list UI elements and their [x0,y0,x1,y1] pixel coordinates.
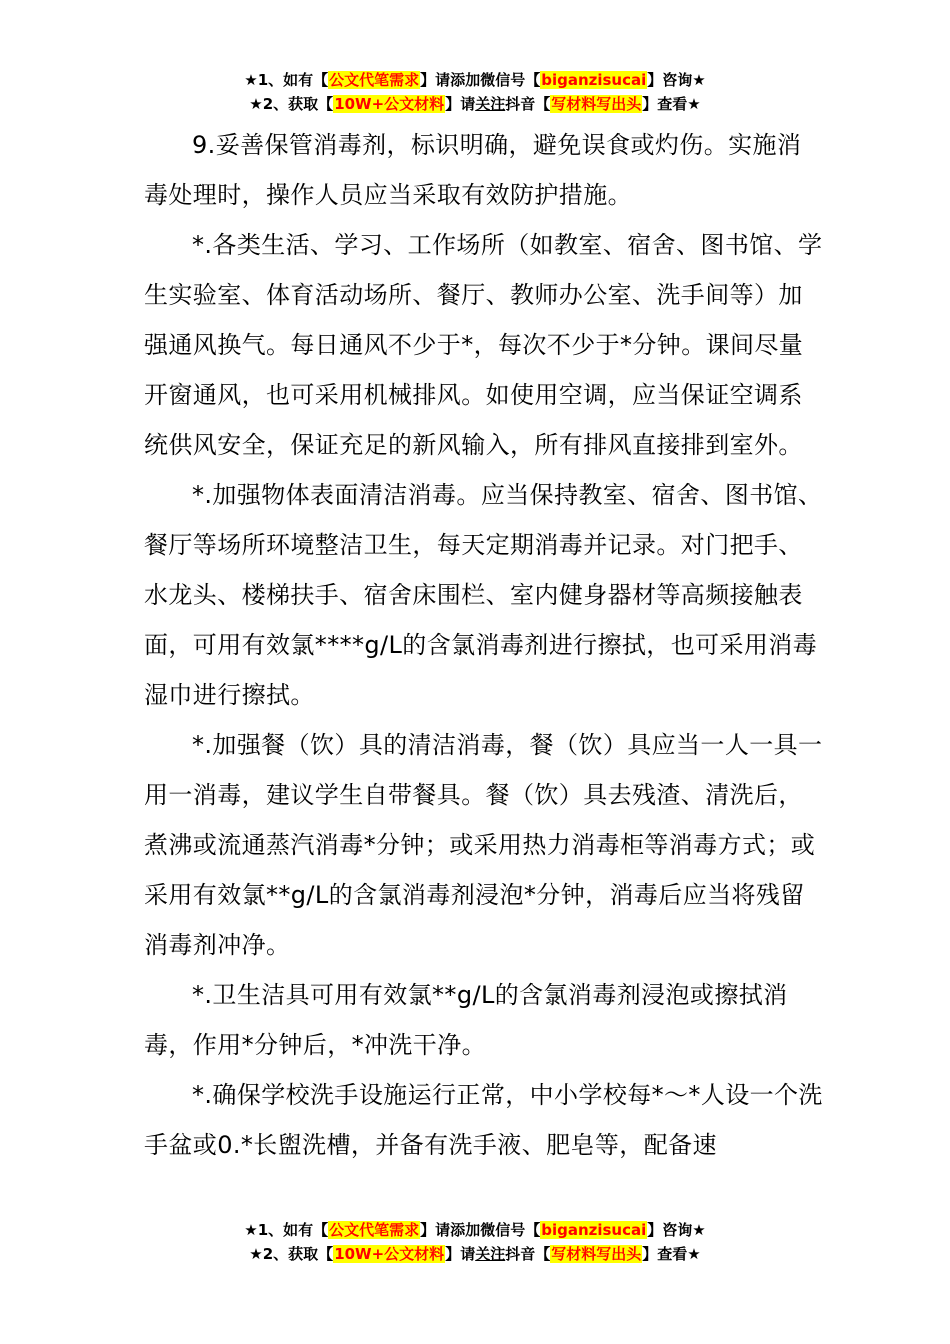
header-line-1-mid: 】请添 [420,71,466,89]
header-line-2-suffix: 】查看★ [642,95,701,113]
header-line-1-add: 加 [465,71,481,89]
header-highlight-service: 公文代笔需求 [329,71,420,89]
footer-banner [0,1218,950,1266]
header-line-1-suffix: 】咨询★ [647,71,706,89]
paragraph-tableware-disinfection: *.加强餐（饮）具的清洁消毒，餐（饮）具应当一人一具一用一消毒，建议学生自带餐具。餐（饮）具去残渣、清洗后，煮沸或流通蒸汽消毒*分钟；或采用热力消毒柜等消毒方式；或采用有效氯**g/L的含氯消毒剂浸泡*分钟，消毒后应当将残留消毒剂冲净。 [144,731,823,959]
header-banner [0,68,950,116]
header-highlight-materials: 10W+公文材料 [334,95,445,113]
paragraph-9: 9.妥善保管消毒剂，标识明确，避免误食或灼伤。实施消毒处理时，操作人员应当采取有效防护措施。 [144,131,802,209]
header-line-1 [0,68,950,92]
footer-highlight-douyin-id: 写材料写出头 [551,1245,642,1263]
header-line-2 [0,92,950,116]
header-line-1-wechat-label: 微信号【 [480,71,541,89]
footer-line-1-prefix: ★1、如有【 [244,1221,329,1239]
header-line-2-mid: 】请 [445,95,476,113]
footer-line-1-wechat-label: 微信号【 [480,1221,541,1239]
paragraph-ventilation: *.各类生活、学习、工作场所（如教室、宿舍、图书馆、学生实验室、体育活动场所、餐厅、教师办公室、洗手间等）加强通风换气。每日通风不少于*，每次不少于*分钟。课间尽量开窗通风，也可采用机械排风。如使用空调，应当保证空调系统供风安全，保证充足的新风输入，所有排风直接排到室外。 [144,231,823,459]
header-highlight-wechat-id: biganzisucai [541,71,647,89]
header-line-2-follow: 关注 [475,95,506,113]
footer-line-1-mid: 】请添 [420,1221,466,1239]
header-line-2-prefix: ★2、获取【 [249,95,334,113]
footer-line-1-suffix: 】咨询★ [647,1221,706,1239]
footer-highlight-service: 公文代笔需求 [329,1221,420,1239]
header-highlight-douyin-id: 写材料写出头 [551,95,642,113]
document-body [144,120,824,1170]
paragraph-surface-disinfection: *.加强物体表面清洁消毒。应当保持教室、宿舍、图书馆、餐厅等场所环境整洁卫生，每天定期消毒并记录。对门把手、水龙头、楼梯扶手、宿舍床围栏、室内健身器材等高频接触表面，可用有效氯****g/L的含氯消毒剂进行擦拭，也可采用消毒湿巾进行擦拭。 [144,481,823,709]
header-line-1-prefix: ★1、如有【 [244,71,329,89]
footer-line-2-prefix: ★2、获取【 [249,1245,334,1263]
footer-highlight-wechat-id: biganzisucai [541,1221,647,1239]
footer-line-1 [0,1218,950,1242]
footer-line-2-mid: 】请 [445,1245,476,1263]
footer-line-2 [0,1242,950,1266]
footer-highlight-materials: 10W+公文材料 [334,1245,445,1263]
header-line-2-douyin-label: 抖音【 [505,95,551,113]
footer-line-2-follow: 关注 [475,1245,506,1263]
paragraph-sanitary-ware: *.卫生洁具可用有效氯**g/L的含氯消毒剂浸泡或擦拭消毒，作用*分钟后，*冲洗干净。 [144,981,788,1059]
footer-line-1-add: 加 [465,1221,481,1239]
footer-line-2-suffix: 】查看★ [642,1245,701,1263]
paragraph-handwashing-facilities: *.确保学校洗手设施运行正常，中小学校每*～*人设一个洗手盆或0.*长盥洗槽，并备有洗手液、肥皂等，配备速 [144,1081,823,1159]
footer-line-2-douyin-label: 抖音【 [505,1245,551,1263]
